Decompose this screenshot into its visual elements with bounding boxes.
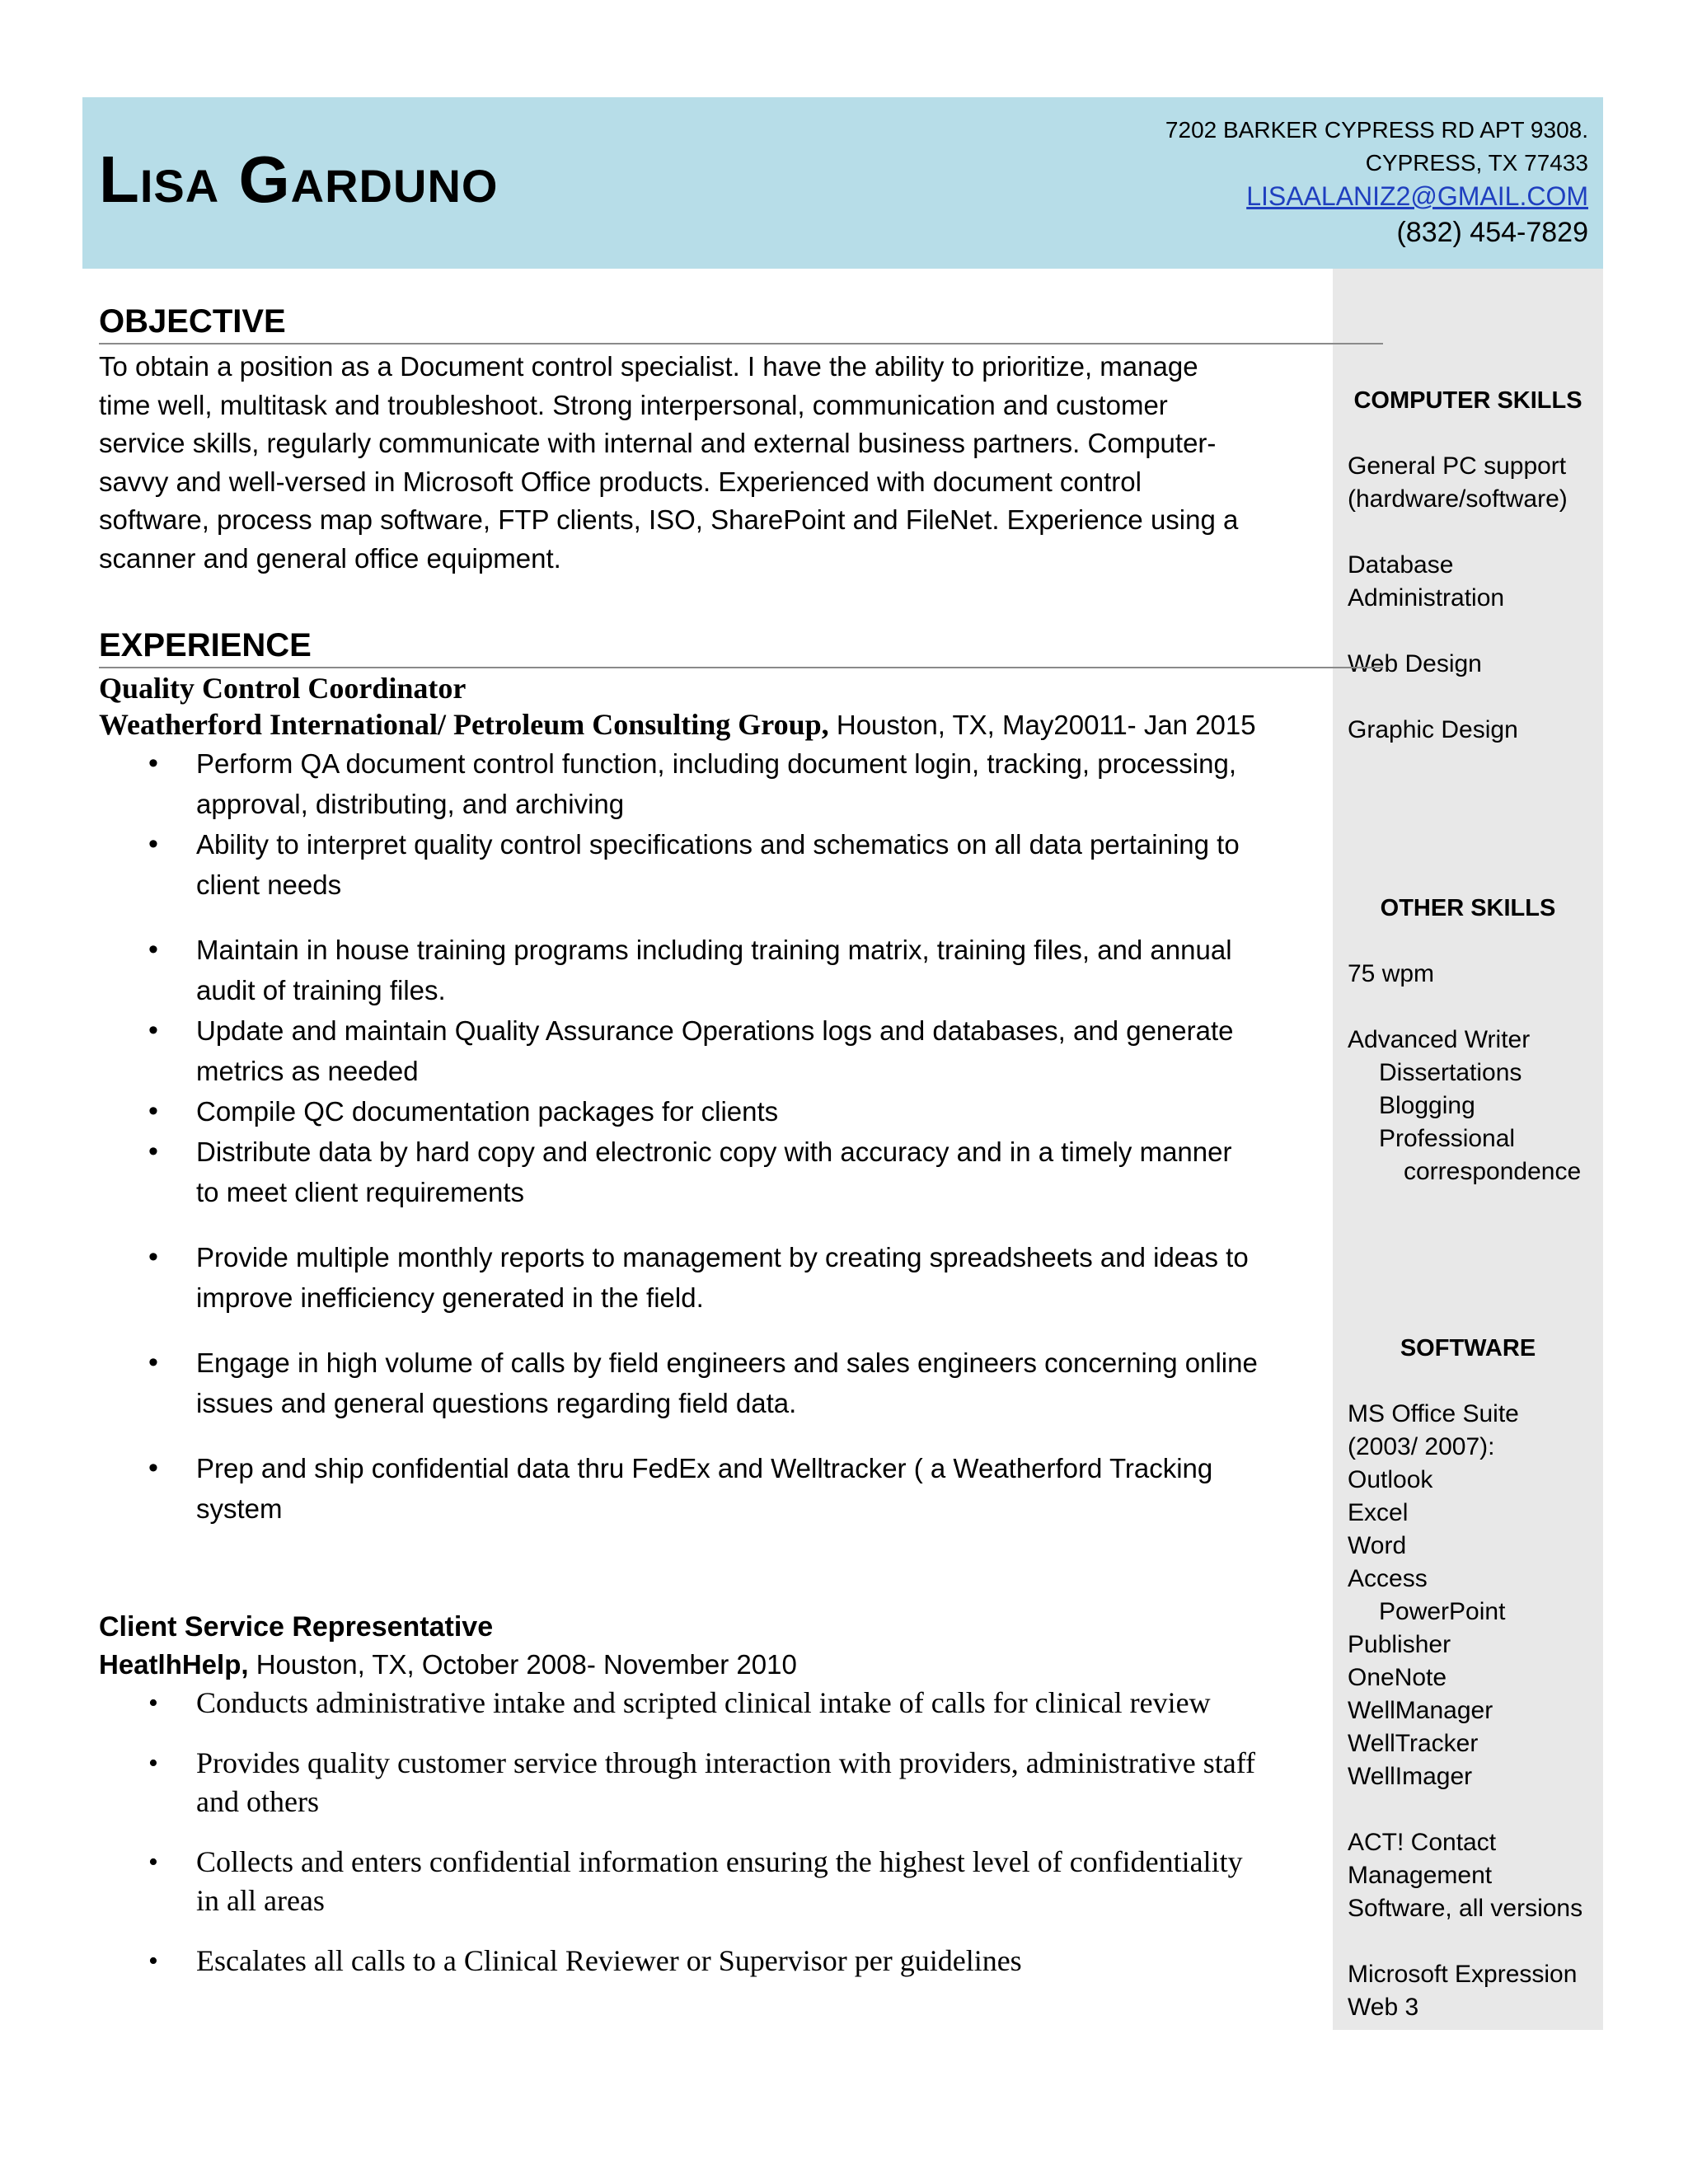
duty-item	[99, 1091, 1319, 1132]
skill-item: Dissertations	[1379, 1059, 1522, 1086]
duty-line: • Conducts administrative intake and scripted clinical intake of calls for clinical review	[196, 1686, 1211, 1719]
skill-item: correspondence	[1404, 1158, 1582, 1185]
duty-item	[99, 1942, 1319, 1980]
software-item: PowerPoint	[1379, 1598, 1506, 1625]
job-location-dates: Houston, TX, May20011- Jan 2015	[836, 710, 1256, 740]
computer-skills-heading: COMPUTER SKILLS	[1353, 387, 1582, 414]
software-item: Access	[1348, 1565, 1428, 1592]
objective-line: service skills, regularly communicate with internal and external business partners. Computer-	[99, 428, 1217, 458]
software-item: Excel	[1348, 1499, 1409, 1526]
employer-name: Weatherford International/ Petroleum Consulting Group,	[99, 708, 829, 741]
duty-line: issues and general questions regarding field data.	[196, 1388, 797, 1418]
software-item: Management	[1348, 1862, 1493, 1889]
duty-line: to meet client requirements	[196, 1177, 525, 1207]
duty-item	[99, 743, 1319, 824]
duty-line: • Maintain in house training programs including training matrix, training files, and annual	[196, 935, 1232, 965]
software-item: Outlook	[1348, 1466, 1433, 1493]
software-item: Software, all versions	[1348, 1895, 1583, 1922]
other-skills-list	[1348, 958, 1599, 1188]
duty-item	[99, 824, 1319, 905]
employer-name: HeatlhHelp,	[99, 1649, 249, 1680]
software-heading: SOFTWARE	[1400, 1335, 1536, 1361]
objective-line: time well, multitask and troubleshoot. Strong interpersonal, communication and customer	[99, 389, 1168, 420]
skill-item: Blogging	[1379, 1092, 1475, 1119]
other-skills-heading: OTHER SKILLS	[1380, 895, 1556, 921]
duty-line: approval, distributing, and archiving	[196, 789, 625, 819]
duty-line: • Update and maintain Quality Assurance Operations logs and databases, and generate	[196, 1015, 1234, 1046]
software-list	[1348, 1398, 1599, 2024]
duty-item	[99, 1237, 1319, 1318]
skill-item: Web Design	[1348, 650, 1482, 677]
software-item: Publisher	[1348, 1631, 1451, 1658]
duty-item	[99, 1343, 1319, 1423]
skill-item: Graphic Design	[1348, 716, 1518, 743]
duty-line: improve inefficiency generated in the field.	[196, 1282, 704, 1313]
resume-header	[82, 97, 1603, 269]
duty-line: client needs	[196, 869, 342, 900]
job2-duties	[99, 1684, 1319, 1980]
objective-line: To obtain a position as a Document control specialist. I have the ability to prioritize, manage	[99, 351, 1198, 382]
skill-item: (hardware/software)	[1348, 485, 1568, 513]
software-item: MS Office Suite	[1348, 1400, 1519, 1427]
duty-item	[99, 1744, 1319, 1821]
software-item: WellManager	[1348, 1697, 1493, 1724]
duty-item	[99, 1843, 1319, 1920]
skill-item: General PC support	[1348, 452, 1567, 480]
duty-item	[99, 1448, 1319, 1529]
objective-text	[99, 348, 1319, 578]
objective-heading: OBJECTIVE	[99, 305, 1383, 344]
skill-item: Professional	[1379, 1125, 1516, 1152]
job-location-dates: Houston, TX, October 2008- November 2010	[256, 1649, 797, 1680]
software-item: (2003/ 2007):	[1348, 1433, 1495, 1460]
objective-line: software, process map software, FTP clients, ISO, SharePoint and FileNet. Experience using a	[99, 504, 1239, 535]
employer-line	[99, 706, 1319, 743]
phone-number: (832) 454-7829	[1396, 217, 1588, 248]
duty-item	[99, 1132, 1319, 1212]
duty-line: • Ability to interpret quality control specifications and schematics on all data pertaining to	[196, 829, 1240, 860]
main-column	[99, 305, 1319, 1980]
email-link[interactable]: LISAALANIZ2@GMAIL.COM	[1246, 181, 1588, 211]
duty-item	[99, 1684, 1319, 1722]
software-item: Web 3	[1348, 1994, 1419, 2021]
software-item: ACT! Contact	[1348, 1829, 1497, 1856]
software-item: WellTracker	[1348, 1730, 1479, 1757]
duty-line: • Engage in high volume of calls by field engineers and sales engineers concerning online	[196, 1347, 1258, 1378]
duty-line: and others	[196, 1785, 319, 1818]
software-item: Word	[1348, 1532, 1407, 1559]
objective-line: scanner and general office equipment.	[99, 542, 561, 574]
job-title: Client Service Representative	[99, 1611, 494, 1643]
skill-item: Database	[1348, 551, 1454, 579]
skill-item: Advanced Writer	[1348, 1026, 1531, 1053]
duty-line: • Distribute data by hard copy and electronic copy with accuracy and in a timely manner	[196, 1137, 1232, 1167]
duty-line: • Provide multiple monthly reports to management by creating spreadsheets and ideas to	[196, 1242, 1249, 1272]
candidate-name: Lisa Garduno	[99, 143, 499, 216]
duty-line: in all areas	[196, 1884, 325, 1917]
contact-block	[1165, 114, 1588, 251]
job-title: Quality Control Coordinator	[99, 672, 467, 705]
duty-item	[99, 930, 1319, 1010]
skill-item: 75 wpm	[1348, 960, 1435, 987]
duty-line: system	[196, 1493, 283, 1524]
duty-line: • Provides quality customer service through interaction with providers, administrative staff	[196, 1746, 1256, 1779]
software-item: OneNote	[1348, 1664, 1447, 1691]
duty-line: • Perform QA document control function, including document login, tracking, processing,	[196, 748, 1236, 779]
skills-sidebar	[1333, 269, 1603, 2030]
duty-line: • Collects and enters confidential information ensuring the highest level of confidentiality	[196, 1845, 1243, 1878]
address-line-2: CYPRESS, TX 77433	[1365, 150, 1588, 176]
software-item: Microsoft Expression	[1348, 1961, 1578, 1988]
employer-line	[99, 1646, 1319, 1684]
duty-line: audit of training files.	[196, 975, 446, 1005]
duty-line: metrics as needed	[196, 1056, 419, 1086]
experience-heading: EXPERIENCE	[99, 629, 1383, 668]
address-line-1: 7202 BARKER CYPRESS RD APT 9308.	[1165, 117, 1588, 143]
duty-line: • Escalates all calls to a Clinical Reviewer or Supervisor per guidelines	[196, 1944, 1022, 1977]
skill-item: Administration	[1348, 584, 1505, 612]
computer-skills-list	[1348, 450, 1599, 747]
job1-duties	[99, 743, 1319, 1529]
duty-line: • Prep and ship confidential data thru FedEx and Welltracker ( a Weatherford Tracking	[196, 1453, 1213, 1483]
duty-line: • Compile QC documentation packages for clients	[196, 1096, 779, 1127]
objective-line: savvy and well-versed in Microsoft Office products. Experienced with document control	[99, 466, 1142, 497]
duty-item	[99, 1010, 1319, 1091]
software-item: WellImager	[1348, 1763, 1473, 1790]
